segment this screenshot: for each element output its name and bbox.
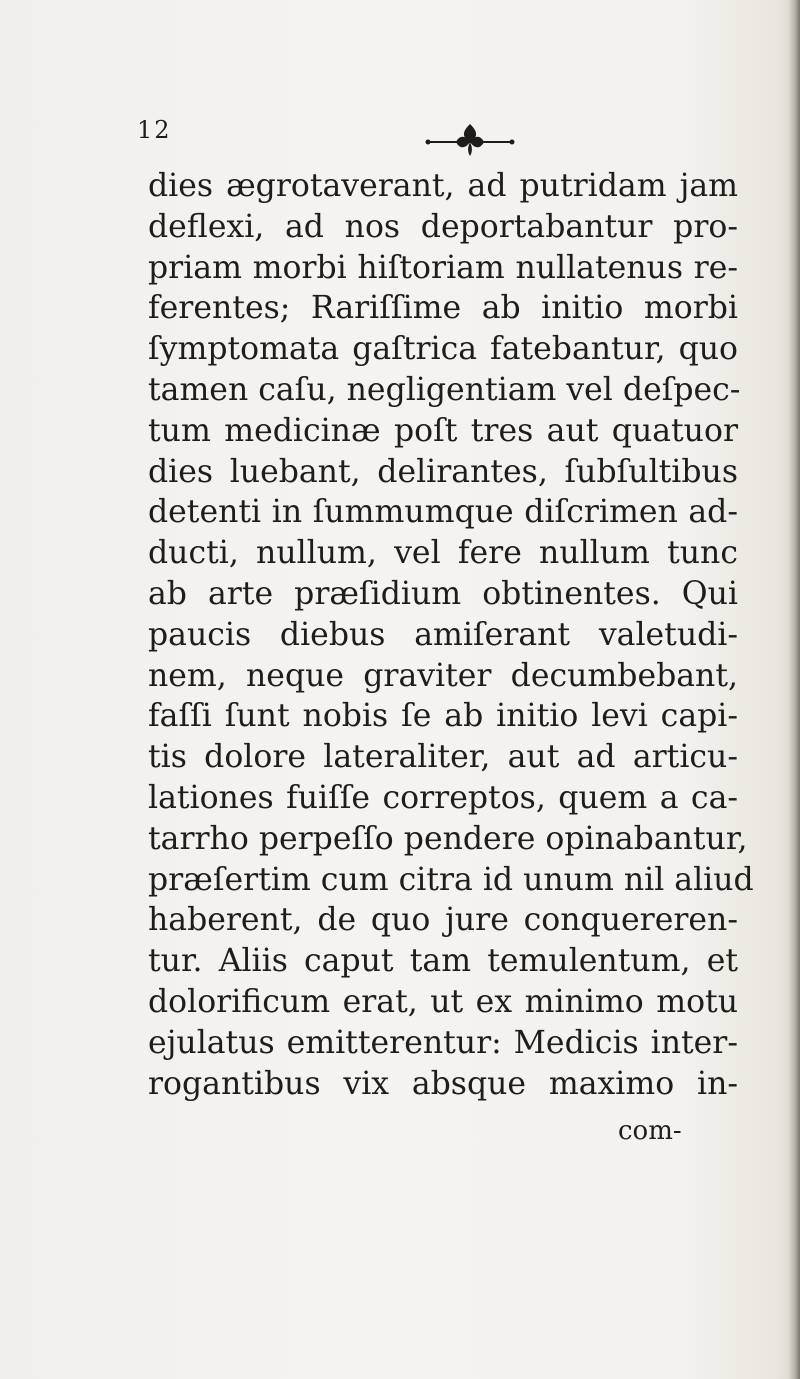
text-line: rogantibus vix absque maximo in- [148,1065,738,1102]
text-line: ab arte præſidium obtinentes. Qui [148,575,738,612]
text-line: haberent, de quo jure conquereren- [148,902,738,939]
text-line: priam morbi hiſtoriam nullatenus re- [148,249,738,286]
text-line: nem, neque graviter decumbebant, [148,657,738,694]
text-line: detenti in ſummumque diſcrimen ad- [148,494,738,531]
text-line: tur. Aliis caput tam temulentum, et [148,943,738,980]
text-line: ſymptomata gaſtrica fatebantur, quo [148,331,738,368]
text-line: lationes fuiſſe correptos, quem a ca- [148,779,738,816]
page-number: 12 [137,116,172,144]
text-line: tis dolore lateraliter, aut ad articu- [148,739,738,776]
text-line: deflexi, ad nos deportabantur pro- [148,208,738,245]
catchword: com- [618,1116,682,1146]
text-line: dies ægrotaverant, ad putridam jam [148,168,738,204]
text-line: paucis diebus amiſerant valetudi- [148,616,738,653]
printers-ornament-icon [420,118,520,158]
text-line: ferentes; Rariſſime ab initio morbi [148,290,738,327]
text-line: præſertim cum citra id unum nil aliud [148,861,754,898]
text-line: tum medicinæ poſt tres aut quatuor [148,412,738,449]
text-line: tamen caſu, negligentiam vel deſpec- [148,371,741,408]
text-line: dies luebant, delirantes, ſubſultibus [148,453,738,490]
text-line: ducti, nullum, vel fere nullum tunc [148,535,738,572]
text-line: tarrho perpeſſo pendere opinabantur, [148,820,748,857]
text-line: ejulatus emitterentur: Medicis inter- [148,1024,738,1061]
text-line: dolorificum erat, ut ex minimo motu [148,983,738,1020]
page-edge-shadow [788,0,800,1379]
text-line: faſſi ſunt nobis ſe ab initio levi capi- [148,698,738,735]
body-text [148,166,754,1104]
